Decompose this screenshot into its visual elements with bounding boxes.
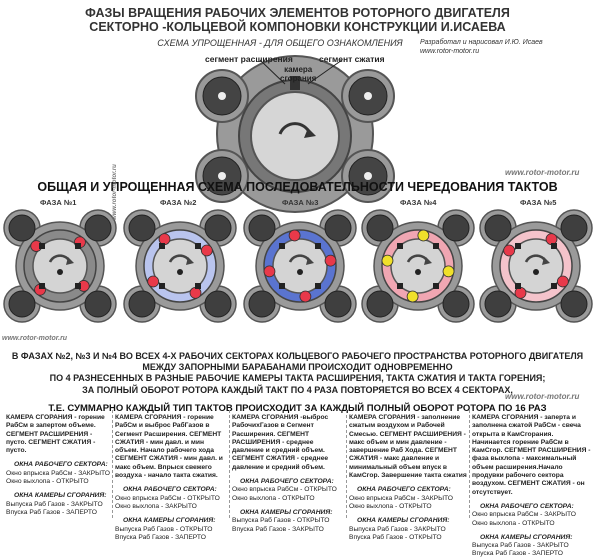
combustion-chamber (515, 243, 521, 249)
description-line-4: ЗА ПОЛНЫЙ ОБОРОТ РОТОРА КАЖДЫЙ ТАКТ ПО 4 РАЗА ПОВТОРЯЕТСЯ ВО ВСЕХ 4 СЕКТОРАХ, (82, 384, 513, 395)
phase-label-5: ФАЗА №5 (520, 198, 557, 207)
working-charge (300, 291, 311, 302)
column-divider (469, 410, 471, 518)
working-charge (557, 276, 568, 287)
phase-notes-5: КАМЕРА СГОРАНИЯ - заперта и заполнена сжатой РабСм - свеча открыта в КамСгорания. Начинается горение РабСм в КамСгор. СЕГМЕНТ РАСШИРЕНИЯ - фаза выхлопа - максимальный объем расширения.Начало продувки рабочего сектора воздухом. СЕГМЕНТ СЖАТИЯ - он отсутствует. ОКНА РАБОЧЕГО СЕКТОРА: Окно впрыска РабСм - ЗАКРЫТО Окно выхлопа - ОТКРЫТО ОКНА КАМЕРЫ СГОРАНИЯ: Выпуска Раб Газов - ЗАКРЫТО Впуска Раб Газов - ЗАПЕРТО (472, 414, 591, 558)
column-divider (346, 410, 348, 518)
combustion-chamber (551, 243, 557, 249)
overview-title: ОБЩАЯ И УПРОЩЕННАЯ СХЕМА ПОСЛЕДОВАТЕЛЬНОСТИ ЧЕРЕДОВАНИЯ ТАКТОВ (37, 180, 558, 194)
description-line-3: ПО 4 РАЗНЕСЕННЫХ В РАЗНЫЕ РАБОЧИЕ КАМЕРЫ ТАКТА РАСШИРЕНИЯ, ТАКТА СЖАТИЯ И ТАКТА ГОРЕНИЯ; (49, 373, 546, 384)
phase-notes-4: КАМЕРА СГОРАНИЯ - заполнение сжатым воздухом и Рабочей Смесью. СЕГМЕНТ РАСШИРЕНИЯ - макс объем и мин давление - завершение Раб Хода. СЕГМЕНТ СЖАТИЯ - макс давление и минимальный объем впуск в КамСгор. Завершение такта сжатия ОКНА РАБОЧЕГО СЕКТОРА: Окно впрыска РабСм - ЗАКРЫТО Окно выхлопа - ОТКРЫТО ОКНА КАМЕРЫ СГОРАНИЯ: Выпуска Раб Газов - ЗАКРЫТО Впуска Раб Газов - ОТКРЫТО (349, 414, 467, 541)
locking-drum (367, 215, 393, 241)
combustion-chamber (315, 243, 321, 249)
locking-drum (485, 291, 511, 317)
phase-diagram-2 (124, 206, 236, 328)
label-compression-segment: сегмент сжатия (319, 54, 385, 64)
rotor-axis (297, 269, 303, 275)
phase-label-1: ФАЗА №1 (40, 198, 77, 207)
locking-drum (85, 291, 111, 317)
locking-drum (205, 215, 231, 241)
rotor-axis (415, 269, 421, 275)
working-charge (407, 291, 418, 302)
rotor (251, 92, 339, 180)
locking-drum (249, 215, 275, 241)
site-watermark-bottom: www.rotor-motor.ru (2, 335, 68, 342)
site-watermark: www.rotor-motor.ru (505, 168, 580, 177)
author-site: www.rotor-motor.ru (420, 48, 480, 55)
locking-drum (325, 215, 351, 241)
combustion-chamber (75, 283, 81, 289)
combustion-chamber (75, 243, 81, 249)
subtitle: СХЕМА УПРОЩЕННАЯ - ДЛЯ ОБЩЕГО ОЗНАКОМЛЕНИЯ (157, 38, 403, 48)
phase-diagram-1 (4, 206, 116, 328)
working-charge (418, 230, 429, 241)
combustion-chamber (397, 283, 403, 289)
locking-drum (485, 215, 511, 241)
combustion-chamber (515, 283, 521, 289)
working-charge (264, 266, 275, 277)
locking-drum (443, 215, 469, 241)
author-credit (420, 38, 543, 56)
description-block (0, 351, 595, 396)
locking-drum (85, 215, 111, 241)
locking-drum (561, 291, 587, 317)
combustion-chamber (195, 243, 201, 249)
summary-line: Т.Е. СУММАРНО КАЖДЫЙ ТИП ТАКТОВ ПРОИСХОДИТ ЗА КАЖДЫЙ ПОЛНЫЙ ОБОРОТ РОТОРА ПО 16 РАЗ (48, 403, 547, 414)
working-charge (443, 266, 454, 277)
combustion-chamber (433, 283, 439, 289)
phase-diagram-4 (362, 206, 474, 328)
title-line-1: ФАЗЫ ВРАЩЕНИЯ РАБОЧИХ ЭЛЕМЕНТОВ РОТОРНОГО ДВИГАТЕЛЯ (85, 6, 510, 20)
description-line-1: В ФАЗАХ №2, №3 И №4 ВО ВСЕХ 4-Х РАБОЧИХ СЕКТОРАХ КОЛЬЦЕВОГО РАБОЧЕГО ПРОСТРАНСТВА РОТОРНОГО ДВИГАТЕЛЯ (11, 351, 584, 361)
locking-drum (129, 215, 155, 241)
combustion-chamber (279, 283, 285, 289)
label-combustion-chamber: камера сгорания (280, 65, 317, 83)
phase-diagram-5 (480, 206, 592, 328)
combustion-chamber (315, 283, 321, 289)
locking-drum (367, 291, 393, 317)
combustion-chamber (397, 243, 403, 249)
locking-drum (205, 291, 231, 317)
locking-drum (9, 215, 35, 241)
phase-label-3: ФАЗА №3 (282, 198, 319, 207)
diagram-title (0, 6, 595, 34)
label-expansion-segment: сегмент расширения (205, 54, 293, 64)
combustion-chamber (39, 283, 45, 289)
locking-drum (325, 291, 351, 317)
phase-diagram-3 (244, 206, 356, 328)
site-watermark-vertical: www.rotor-motor.ru (112, 164, 118, 220)
working-charge (148, 276, 159, 287)
description-line-2: МЕЖДУ ЗАПОРНЫМИ БАРАБАНАМИ ПРОИСХОДИТ ОДНОВРЕМЕННО (142, 362, 453, 373)
rotor-axis (57, 269, 63, 275)
combustion-chamber (159, 243, 165, 249)
rotor-axis (533, 269, 539, 275)
working-charge (201, 245, 212, 256)
working-charge (325, 255, 336, 266)
phase-label-4: ФАЗА №4 (400, 198, 437, 207)
combustion-chamber (279, 243, 285, 249)
phase-label-2: ФАЗА №2 (160, 198, 197, 207)
working-charge (504, 245, 515, 256)
rotor-axis (177, 269, 183, 275)
phase-notes-3: КАМЕРА СГОРАНИЯ -выброс РабочихГазов в Сегмент Расширения. СЕГМЕНТ РАСШИРЕНИЯ - среднее давление и средний объем. СЕГМЕНТ СЖАТИЯ - среднее давление и средний объем. ОКНА РАБОЧЕГО СЕКТОРА: Окно впрыска РабСм - ОТКРЫТО Окно выхлопа - ОТКРЫТО ОКНА КАМЕРЫ СГОРАНИЯ: Выпуска Раб Газов - ОТКРЫТО Впуска Раб Газов - ЗАКРЫТО (232, 414, 337, 533)
working-charge (289, 230, 300, 241)
locking-drum (443, 291, 469, 317)
locking-drum (249, 291, 275, 317)
combustion-chamber (551, 283, 557, 289)
author-name: Разработал и нарисовал И.Ю. Исаев (420, 39, 543, 46)
site-watermark-right: www.rotor-motor.ru (505, 392, 580, 401)
locking-drum (561, 215, 587, 241)
column-divider (229, 410, 231, 518)
combustion-chamber (195, 283, 201, 289)
combustion-chamber (433, 243, 439, 249)
title-line-2: СЕКТОРНО -КОЛЬЦЕВОЙ КОМПОНОВКИ КОНСТРУКЦИИ И.ИСАЕВА (89, 20, 506, 34)
combustion-chamber (39, 243, 45, 249)
phase-notes-2: КАМЕРА СГОРАНИЯ - горение РабСм и выброс РабГазов в Сегмент Расширения. СЕГМЕНТ СЖАТИЯ - мин давл. и мин объем. Начало рабочего хода СЕГМЕНТ СЖАТИЯ - мин давл. и макс объем. Впрыск свежего воздуха - начало такта сжатия. ОКНА РАБОЧЕГО СЕКТОРА: Окно впрыска РабСм - ОТКРЫТО Окно выхлопа - ЗАКРЫТО ОКНА КАМЕРЫ СГОРАНИЯ: Выпуска Раб Газов - ОТКРЫТО Впуска Раб Газов - ЗАПЕРТО (115, 414, 223, 541)
combustion-chamber (159, 283, 165, 289)
working-charge (382, 255, 393, 266)
column-divider (112, 410, 114, 518)
phase-notes-1: КАМЕРА СГОРАНИЯ - горение РабСм в запертом объеме. СЕГМЕНТ РАСШИРЕНИЯ - пусто. СЕГМЕНТ СЖАТИЯ - пусто. ОКНА РАБОЧЕГО СЕКТОРА: Окно впрыска РабСм - ЗАКРЫТО Окно выхлопа - ОТКРЫТО ОКНА КАМЕРЫ СГОРАНИЯ: Выпуска Раб Газов - ЗАКРЫТО Впуска Раб Газов - ЗАПЕРТО (6, 414, 111, 516)
locking-drum (129, 291, 155, 317)
locking-drum (9, 291, 35, 317)
